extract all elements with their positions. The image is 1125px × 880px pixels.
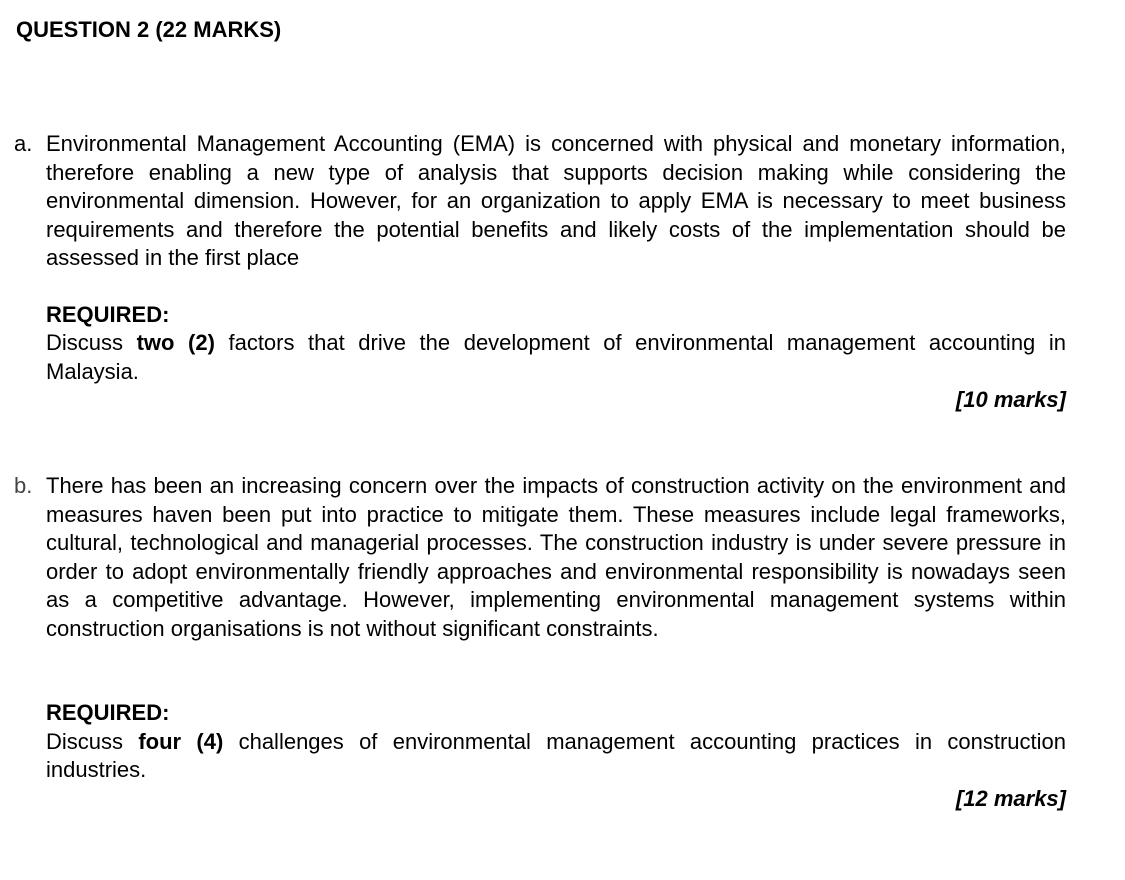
part-a-required-heading: REQUIRED: bbox=[46, 301, 170, 327]
part-b-required-suffix: challenges of environmental management accounting practices in construction industries. bbox=[46, 728, 1067, 782]
part-b-required-text bbox=[46, 728, 1066, 785]
part-b-marks: [12 marks] bbox=[955, 785, 1066, 811]
part-a-marks: [10 marks] bbox=[955, 387, 1066, 412]
part-a-body: Environmental Management Accounting (EMA) is concerned with physical and monetary information, therefore enabling a new type of analysis that supports decision making while considering the environmental dimension. However, for an organization to apply EMA is necessary to meet business requirements and therefore the potential benefits and likely costs of the implementation should be assessed in the first place bbox=[46, 131, 1066, 270]
part-b-required-emphasis: four (4) bbox=[138, 728, 224, 754]
part-b-required-heading: REQUIRED: bbox=[46, 700, 170, 725]
part-b-body: There has been an increasing concern over the impacts of construction activity on the environment and measures haven been put into practice to mitigate them. These measures include legal frameworks, cultural, technological and managerial processes. The construction industry is under severe pressure in order to adopt environmentally friendly approaches and environmental responsibility is nowadays seen as a competitive advantage. However, implementing environmental management systems within construction organisations is not without significant constraints. bbox=[46, 473, 1066, 641]
part-a-required-emphasis: two (2) bbox=[136, 330, 215, 355]
question-part-b bbox=[14, 472, 1066, 813]
part-a-required-prefix: Discuss bbox=[46, 330, 137, 355]
question-part-a bbox=[14, 130, 1066, 415]
question-heading: QUESTION 2 (22 MARKS) bbox=[16, 17, 282, 42]
part-b-required-prefix: Discuss bbox=[46, 728, 139, 754]
part-a-required-text bbox=[46, 329, 1066, 386]
part-a-label: a. bbox=[14, 131, 33, 156]
part-b-label: b. bbox=[14, 473, 33, 498]
part-a-required-suffix: factors that drive the development of environmental management accounting in Malaysia. bbox=[46, 330, 1066, 384]
